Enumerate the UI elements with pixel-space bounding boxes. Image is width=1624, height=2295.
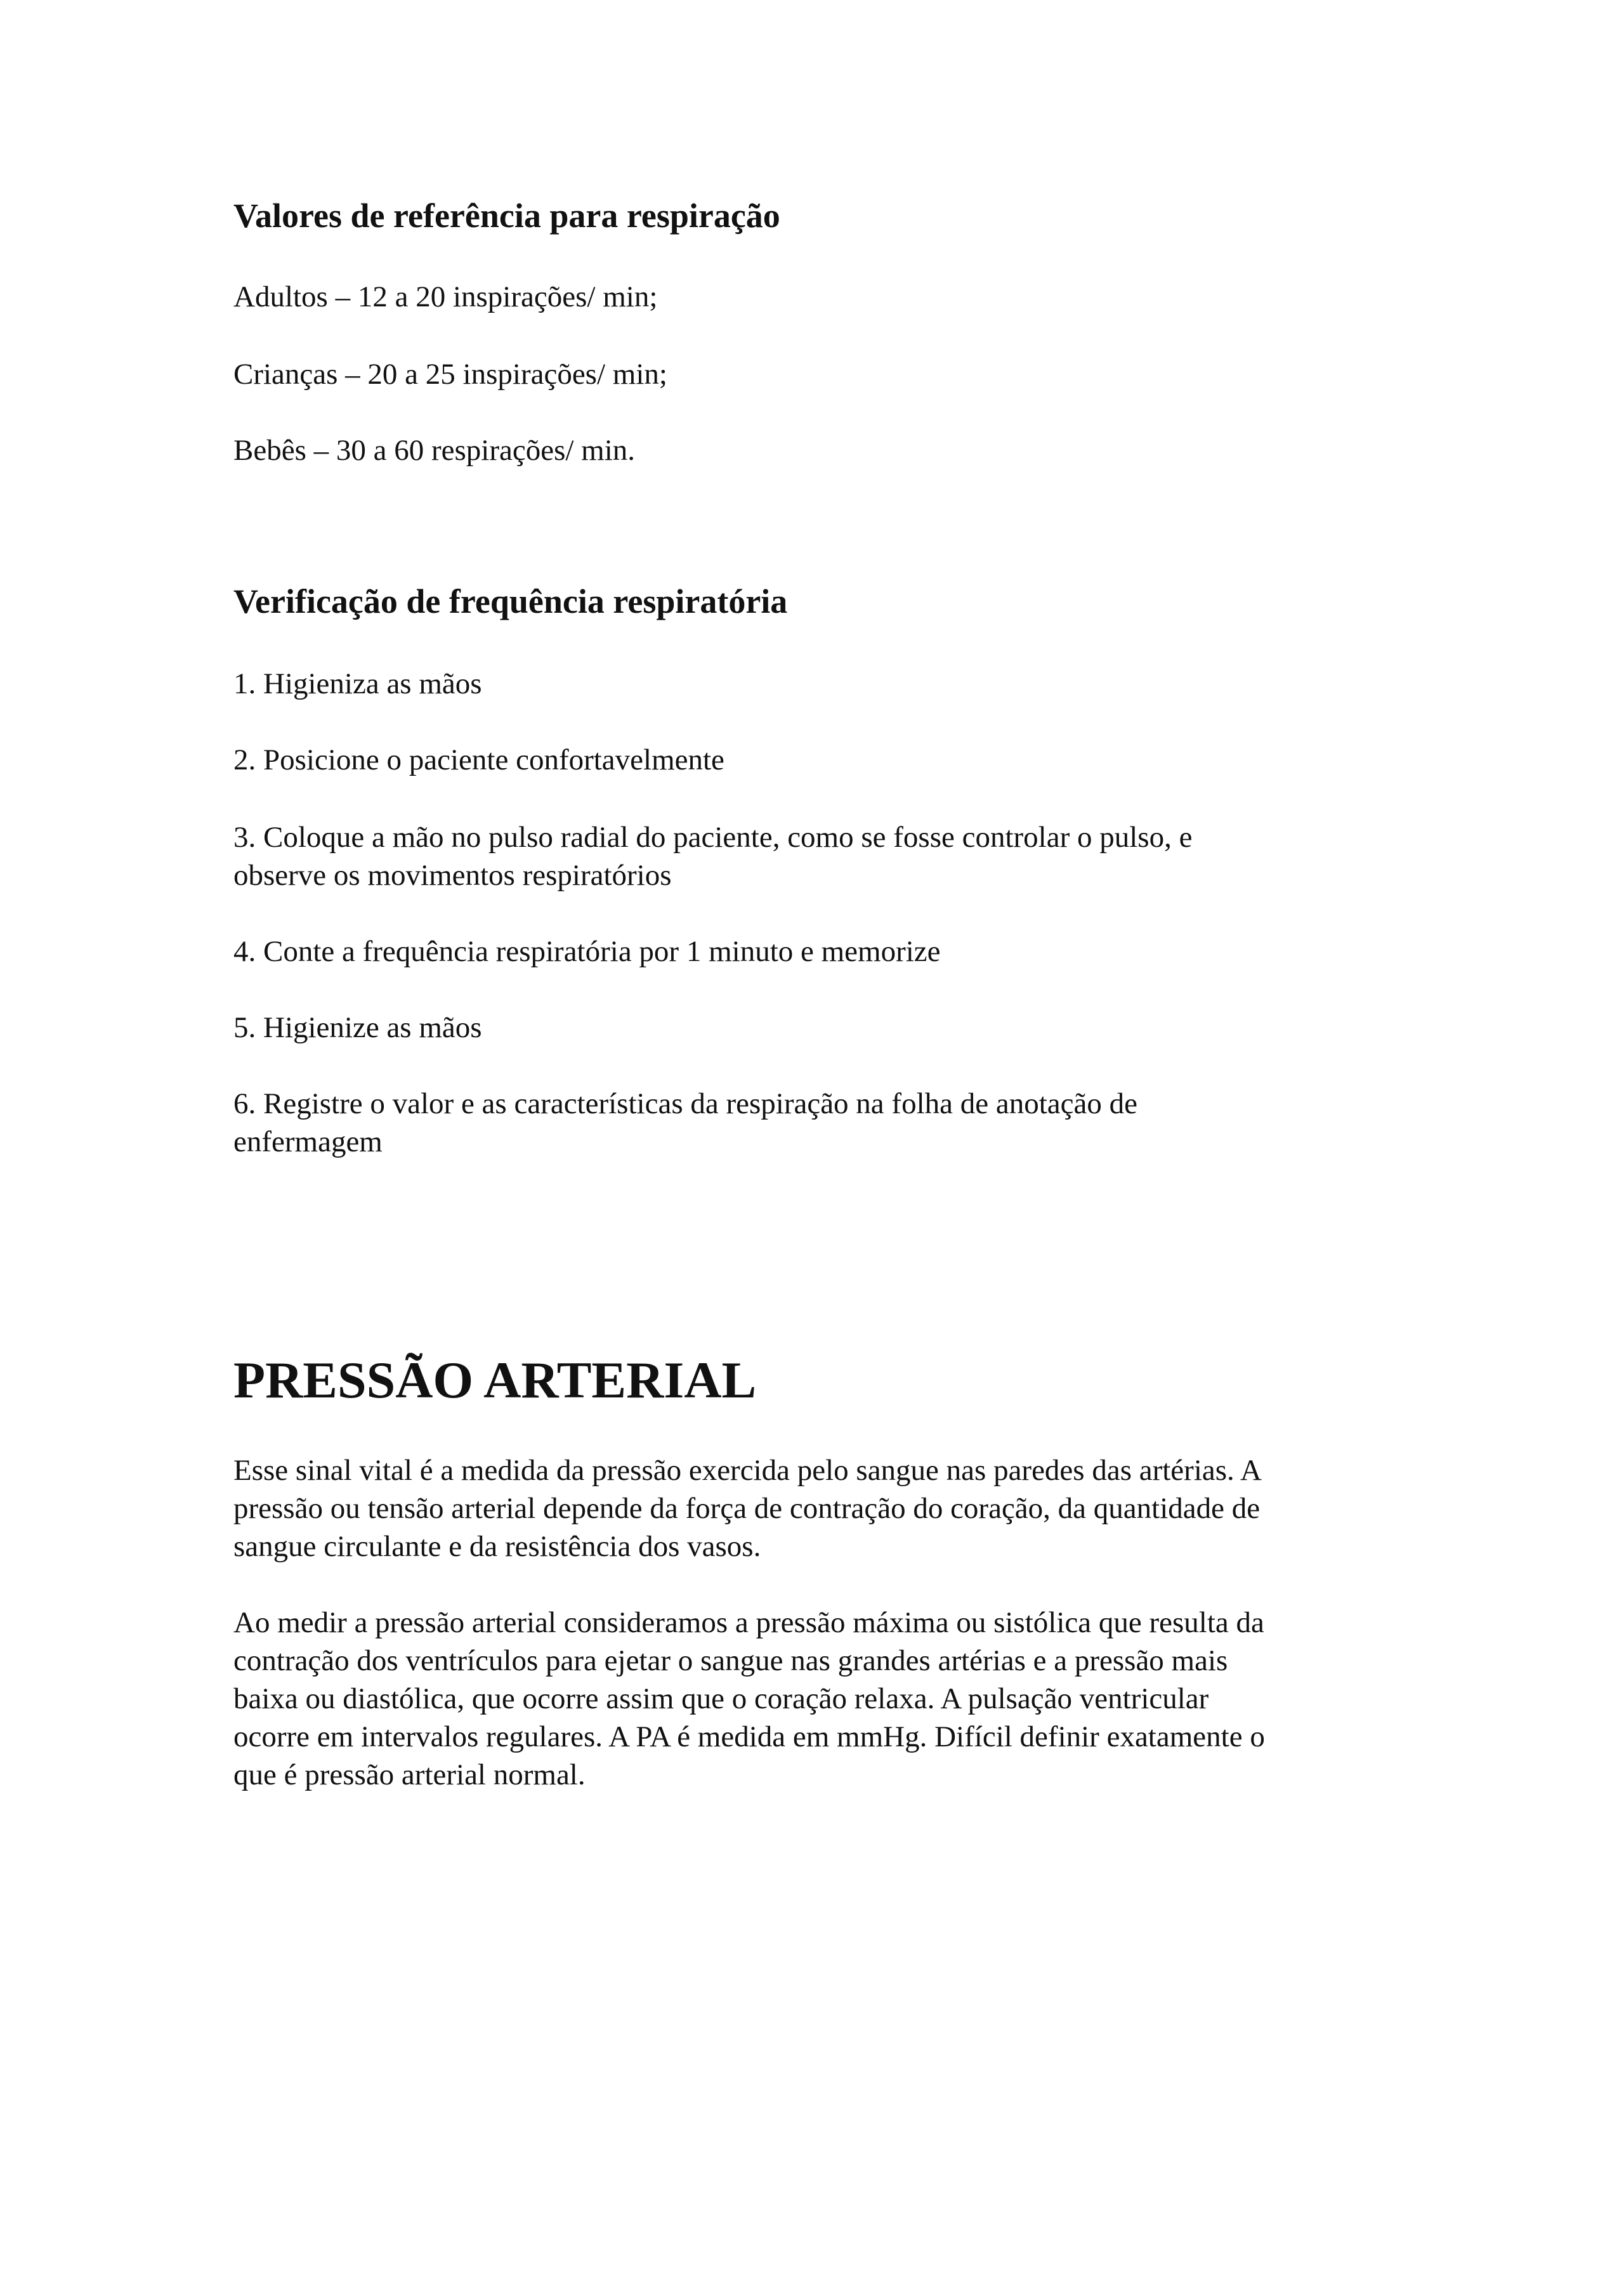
reference-item-adults: Adultos – 12 a 20 inspirações/ min; bbox=[233, 280, 658, 313]
paragraph-2-line-4: ocorre em intervalos regulares. A PA é medida em mmHg. Difícil definir exatamente o bbox=[233, 1720, 1265, 1753]
paragraph-1-line-3: sangue circulante e da resistência dos vasos. bbox=[233, 1530, 761, 1563]
step-5: 5. Higienize as mãos bbox=[233, 1011, 482, 1044]
step-3-line-2: observe os movimentos respiratórios bbox=[233, 859, 672, 892]
reference-item-babies: Bebês – 30 a 60 respirações/ min. bbox=[233, 434, 636, 467]
paragraph-1-line-1: Esse sinal vital é a medida da pressão exercida pelo sangue nas paredes das artérias. A bbox=[233, 1454, 1262, 1487]
paragraph-2-line-5: que é pressão arterial normal. bbox=[233, 1758, 586, 1791]
paragraph-1-line-2: pressão ou tensão arterial depende da força de contração do coração, da quantidade de bbox=[233, 1492, 1261, 1525]
paragraph-2-line-2: contração dos ventrículos para ejetar o sangue nas grandes artérias e a pressão mais bbox=[233, 1644, 1228, 1677]
step-3-line-1: 3. Coloque a mão no pulso radial do paciente, como se fosse controlar o pulso, e bbox=[233, 821, 1193, 854]
respiration-reference-heading: Valores de referência para respiração bbox=[233, 197, 780, 235]
step-6-line-2: enfermagem bbox=[233, 1125, 383, 1158]
paragraph-2-line-1: Ao medir a pressão arterial consideramos a pressão máxima ou sistólica que resulta da bbox=[233, 1606, 1264, 1639]
step-4: 4. Conte a frequência respiratória por 1 minuto e memorize bbox=[233, 935, 941, 968]
step-1: 1. Higieniza as mãos bbox=[233, 667, 482, 700]
step-2: 2. Posicione o paciente confortavelmente bbox=[233, 743, 724, 776]
respiratory-rate-check-heading: Verificação de frequência respiratória bbox=[233, 582, 788, 620]
step-6-line-1: 6. Registre o valor e as características da respiração na folha de anotação de bbox=[233, 1087, 1137, 1120]
paragraph-2-line-3: baixa ou diastólica, que ocorre assim que o coração relaxa. A pulsação ventricular bbox=[233, 1682, 1209, 1715]
reference-item-children: Crianças – 20 a 25 inspirações/ min; bbox=[233, 358, 667, 391]
blood-pressure-heading: PRESSÃO ARTERIAL bbox=[233, 1351, 757, 1409]
